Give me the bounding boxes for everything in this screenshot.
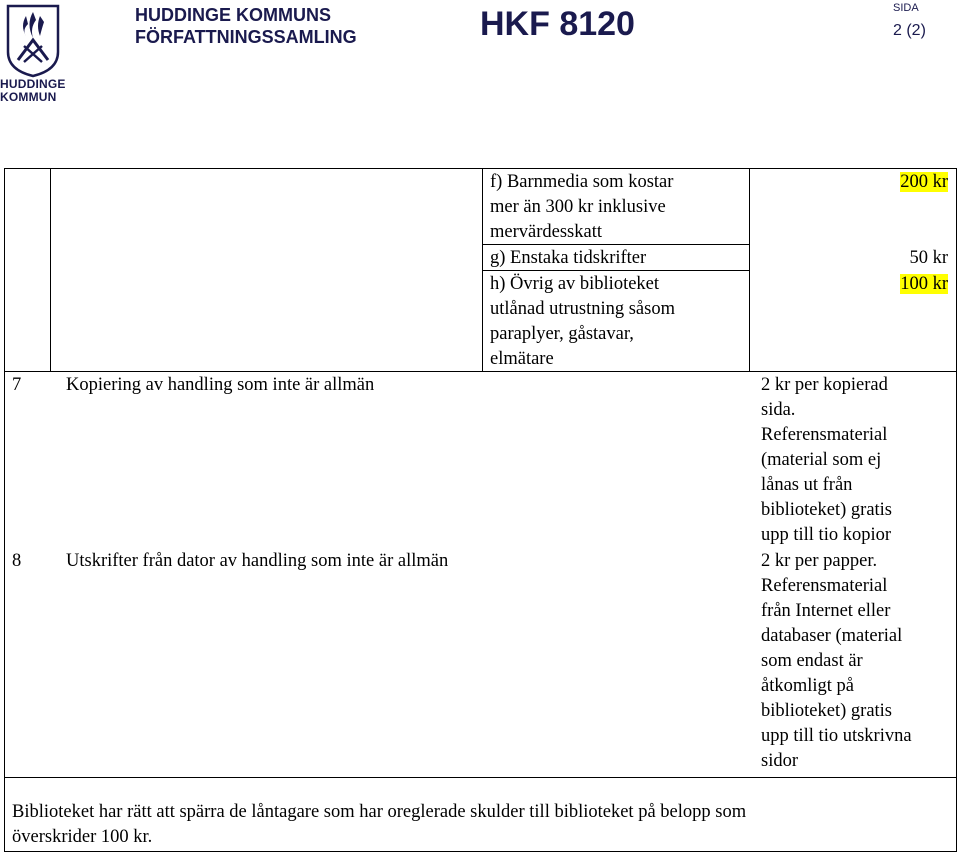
item-f-line-3: mervärdesskatt (490, 222, 602, 242)
item-h-line-1: h) Övrig av biblioteket (490, 274, 660, 294)
item-h-line-2: utlånad utrustning såsom (490, 299, 675, 319)
item-h-line-4: elmätare (490, 349, 554, 369)
row-7-fee-line-7: upp till tio kopior (761, 525, 892, 545)
row-8-fee-line-1: 2 kr per papper. (761, 551, 878, 571)
row-8-fee-line-9: sidor (761, 751, 798, 771)
row-8-fee-line-8: upp till tio utskrivna (761, 726, 912, 746)
footer-note-line-1: Biblioteket har rätt att spärra de låntagare som har oreglerade skulder till biblioteket på belopp som (12, 802, 747, 822)
row-7-number: 7 (12, 375, 22, 395)
org-name-line-1: HUDDINGE KOMMUNS (135, 5, 331, 25)
item-f-fee (900, 170, 948, 196)
item-g-fee: 50 kr (909, 248, 948, 268)
grid-line (50, 168, 51, 371)
row-7-description: Kopiering av handling som inte är allmän (66, 375, 375, 395)
row-7-fee-line-3: Referensmaterial (761, 425, 888, 445)
org-name-line-2: FÖRFATTNINGSSAMLING (135, 27, 357, 47)
row-7-fee-line-1: 2 kr per kopierad (761, 375, 888, 395)
row-8-fee-line-7: biblioteket) gratis (761, 701, 893, 721)
item-f-fee-value: 200 kr (900, 172, 948, 192)
item-g-line-1: g) Enstaka tidskrifter (490, 248, 647, 268)
row-8-fee-line-5: som endast är (761, 651, 863, 671)
row-8-fee-line-6: åtkomligt på (761, 676, 854, 696)
document-code: HKF 8120 (480, 5, 635, 43)
item-h-fee-value: 100 kr (900, 274, 948, 294)
row-7-fee-line-4: (material som ej (761, 450, 882, 470)
grid-line (4, 777, 957, 778)
footer-note-line-2: överskrider 100 kr. (12, 827, 153, 847)
item-f-line-1: f) Barnmedia som kostar (490, 172, 674, 192)
row-7-fee-line-2: sida. (761, 400, 796, 420)
row-8-number: 8 (12, 551, 22, 571)
row-7-fee-line-6: biblioteket) gratis (761, 500, 893, 520)
grid-line (4, 371, 957, 372)
organization-name (135, 4, 357, 48)
logo-line-1: HUDDINGE (0, 77, 66, 91)
page-number: 2 (2) (893, 22, 926, 39)
row-8-fee-line-3: från Internet eller (761, 601, 891, 621)
row-7-fee-line-5: lånas ut från (761, 475, 853, 495)
row-8-fee-line-2: Referensmaterial (761, 576, 888, 596)
row-8-fee-line-4: databaser (material (761, 626, 903, 646)
logo-wordmark (0, 78, 66, 104)
logo-line-2: KOMMUN (0, 90, 57, 104)
item-h-fee (900, 272, 948, 298)
item-f-line-2: mer än 300 kr inklusive (490, 197, 666, 217)
row-8-description: Utskrifter från dator av handling som inte är allmän (66, 551, 449, 571)
item-h-line-3: paraplyer, gåstavar, (490, 324, 634, 344)
page-label: SIDA (893, 2, 919, 14)
